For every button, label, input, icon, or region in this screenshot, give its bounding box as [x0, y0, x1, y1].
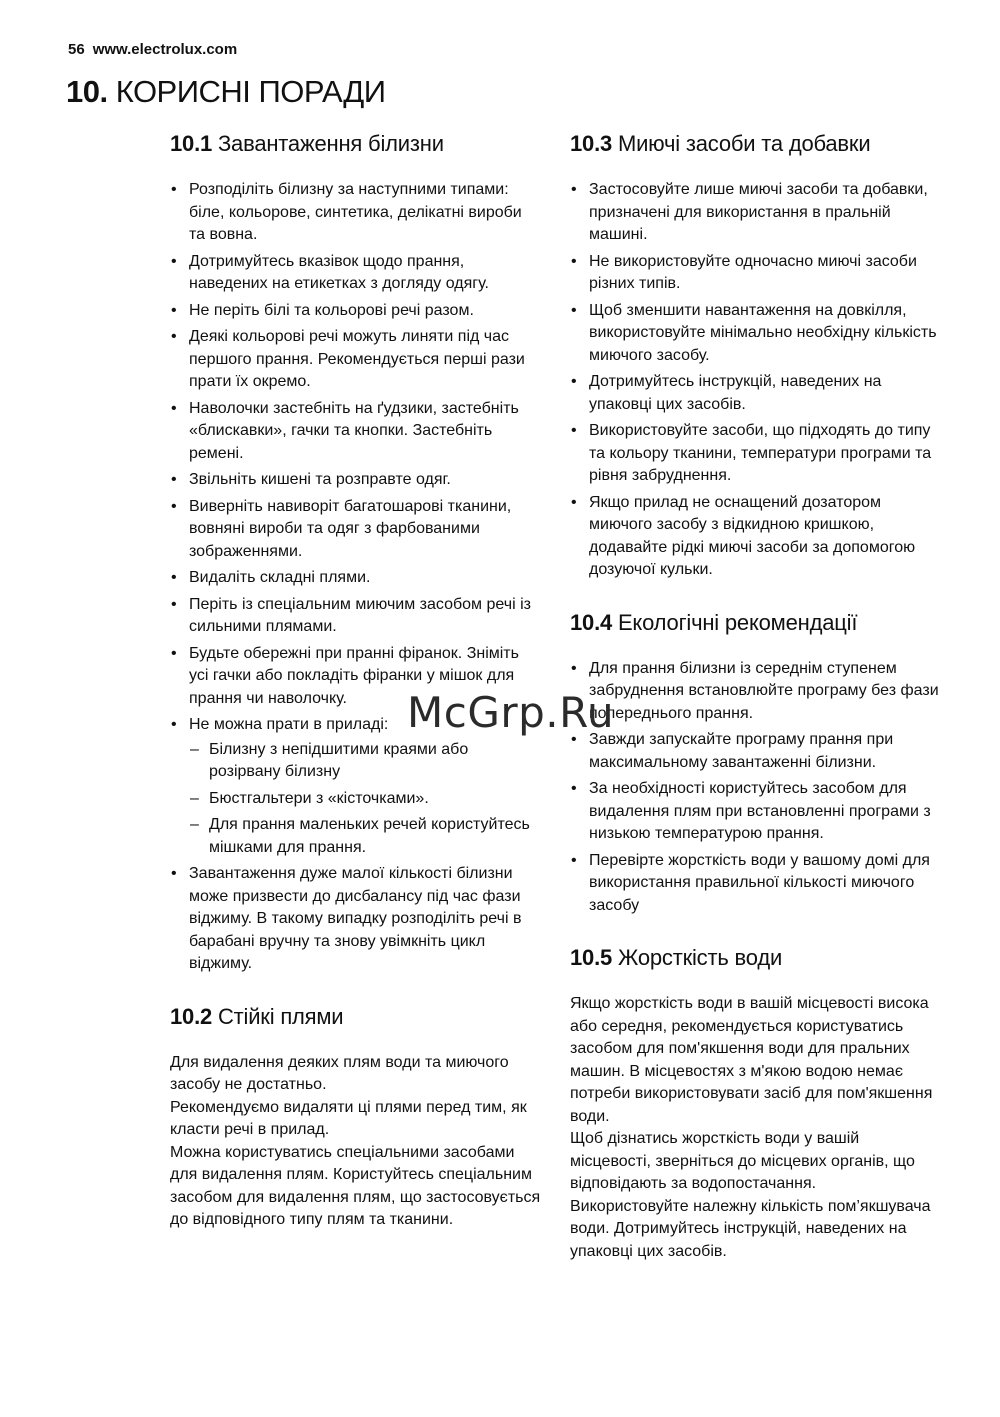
paragraph: Рекомендуємо видаляти ці плями перед тим, як класти речі в прилад.: [170, 1098, 527, 1138]
section-number: 10.2: [170, 1003, 213, 1029]
dash-sublist: [189, 739, 542, 860]
section-heading: [570, 945, 942, 971]
section-title: Завантаження білизни: [217, 131, 444, 156]
list-item: • Завжди запускайте програму прання при максимальному завантаженні білизни.: [570, 729, 942, 774]
list-item: • Дотримуйтесь вказівок щодо прання, наведених на етикетках з догляду одягу.: [170, 251, 542, 296]
list-item-text: Не можна прати в приладі:: [189, 716, 389, 733]
paragraph: Для видалення деяких плям води та миючого засобу не достатньо.: [170, 1053, 509, 1093]
list-item: • Застосовуйте лише миючі засоби та добавки, призначені для використання в пральній машині.: [570, 179, 942, 247]
sublist-item: – Білизну з непідшитими краями або розірвану білизну: [189, 739, 542, 784]
sublist-item: – Для прання маленьких речей користуйтесь мішками для прання.: [189, 814, 542, 859]
paragraph: Можна користуватись спеціальними засобами для видалення плям. Користуйтесь спеціальним засобом для видалення плям, що застосовується до відповідного типу плям та тканини.: [170, 1143, 541, 1228]
list-item: • За необхідності користуйтесь засобом для видалення плям при встановленні програми з низькою температурою прання.: [570, 778, 942, 846]
section-title: Жорсткість води: [617, 945, 783, 970]
bullet-list: [570, 179, 942, 582]
section-stubborn-stains: [170, 1004, 542, 1232]
list-item: • Деякі кольорові речі можуть линяти під час першого прання. Рекомендується перші рази прати їх окремо.: [170, 326, 542, 394]
list-item: • Перевірте жорсткість води у вашому домі для використання правильної кількості миючого засобу: [570, 850, 942, 918]
list-item: • Не періть білі та кольорові речі разом.: [170, 300, 542, 323]
list-item: • Видаліть складні плями.: [170, 567, 542, 590]
list-item: • Дотримуйтесь інструкцій, наведених на упаковці цих засобів.: [570, 371, 942, 416]
list-item: • Наволочки застебніть на ґудзики, застебніть «блискавки», гачки та кнопки. Застебніть ремені.: [170, 398, 542, 466]
sublist-item: – Бюстгальтери з «кісточками».: [189, 788, 542, 811]
chapter-number: 10.: [66, 74, 108, 109]
list-item: • Для прання білизни із середнім ступенем забруднення встановлюйте програму без фази попереднього прання.: [570, 658, 942, 726]
section-laundry-loading: [170, 131, 542, 976]
watermark: McGrp.Ru: [407, 688, 615, 737]
section-detergents: [570, 131, 942, 582]
section-title: Стійкі плями: [217, 1003, 344, 1029]
list-item: • Звільніть кишені та розправте одяг.: [170, 469, 542, 492]
list-item: • Будьте обережні при пранні фіранок. Зніміть усі гачки або покладіть фіранки у мішок для прання чи наволочку.: [170, 643, 542, 711]
list-item: • Використовуйте засоби, що підходять до типу та кольору тканини, температури програми та рівня забруднення.: [570, 420, 942, 488]
page-header: [68, 41, 237, 58]
bullet-list: [170, 179, 542, 976]
list-item: • Завантаження дуже малої кількості білизни може призвести до дисбалансу під час фази віджиму. В такому випадку розподіліть речі в барабані вручну та знову увімкніть цикл віджиму.: [170, 863, 542, 976]
section-heading: [170, 131, 542, 157]
right-column: [570, 131, 942, 1287]
section-title: Екологічні рекомендації: [617, 609, 858, 635]
section-heading: [570, 610, 942, 636]
section-heading: [170, 1004, 542, 1030]
section-eco-tips: [570, 610, 942, 918]
chapter-title: [66, 74, 386, 110]
list-item: • Періть із спеціальним миючим засобом речі із сильними плямами.: [170, 594, 542, 639]
section-water-hardness: [570, 945, 942, 1263]
list-item: • Якщо прилад не оснащений дозатором миючого засобу з відкидною кришкою, додавайте рідкі миючі засоби за допомогою дозуючої кульки.: [570, 492, 942, 582]
list-item: • Щоб зменшити навантаження на довкілля, використовуйте мінімально необхідну кількість миючого засобу.: [570, 300, 942, 368]
list-item: • Виверніть навиворіт багатошарові тканини, вовняні вироби та одяг з фарбованими зображеннями.: [170, 496, 542, 564]
section-number: 10.5: [570, 945, 613, 970]
list-item: • Розподіліть білизну за наступними типами: біле, кольорове, синтетика, делікатні вироби та вовна.: [170, 179, 542, 247]
paragraph: Використовуйте належну кількість пом’якшувача води. Дотримуйтесь інструкцій, наведених на упаковці цих засобів.: [570, 1197, 931, 1260]
page-number: 56: [68, 41, 85, 58]
section-number: 10.4: [570, 609, 613, 635]
chapter-title-text: КОРИСНІ ПОРАДИ: [115, 74, 386, 109]
list-item: • Не використовуйте одночасно миючі засоби різних типів.: [570, 251, 942, 296]
section-title: Миючі засоби та добавки: [617, 131, 871, 156]
section-number: 10.3: [570, 131, 613, 156]
website-link[interactable]: www.electrolux.com: [92, 41, 238, 58]
bullet-list: [570, 658, 942, 918]
section-number: 10.1: [170, 131, 213, 156]
section-heading: [570, 131, 942, 157]
paragraph: Якщо жорсткість води в вашій місцевості висока або середня, рекомендується користуватись засобом для пом'якшення води для пральних машин. В місцевостях з м'якою водою немає потреби використовувати засіб для пом'якшення води.: [570, 995, 933, 1125]
paragraph: Щоб дізнатись жорсткість води у вашій місцевості, зверніться до місцевих органів, що відповідають за водопостачання.: [570, 1130, 915, 1192]
